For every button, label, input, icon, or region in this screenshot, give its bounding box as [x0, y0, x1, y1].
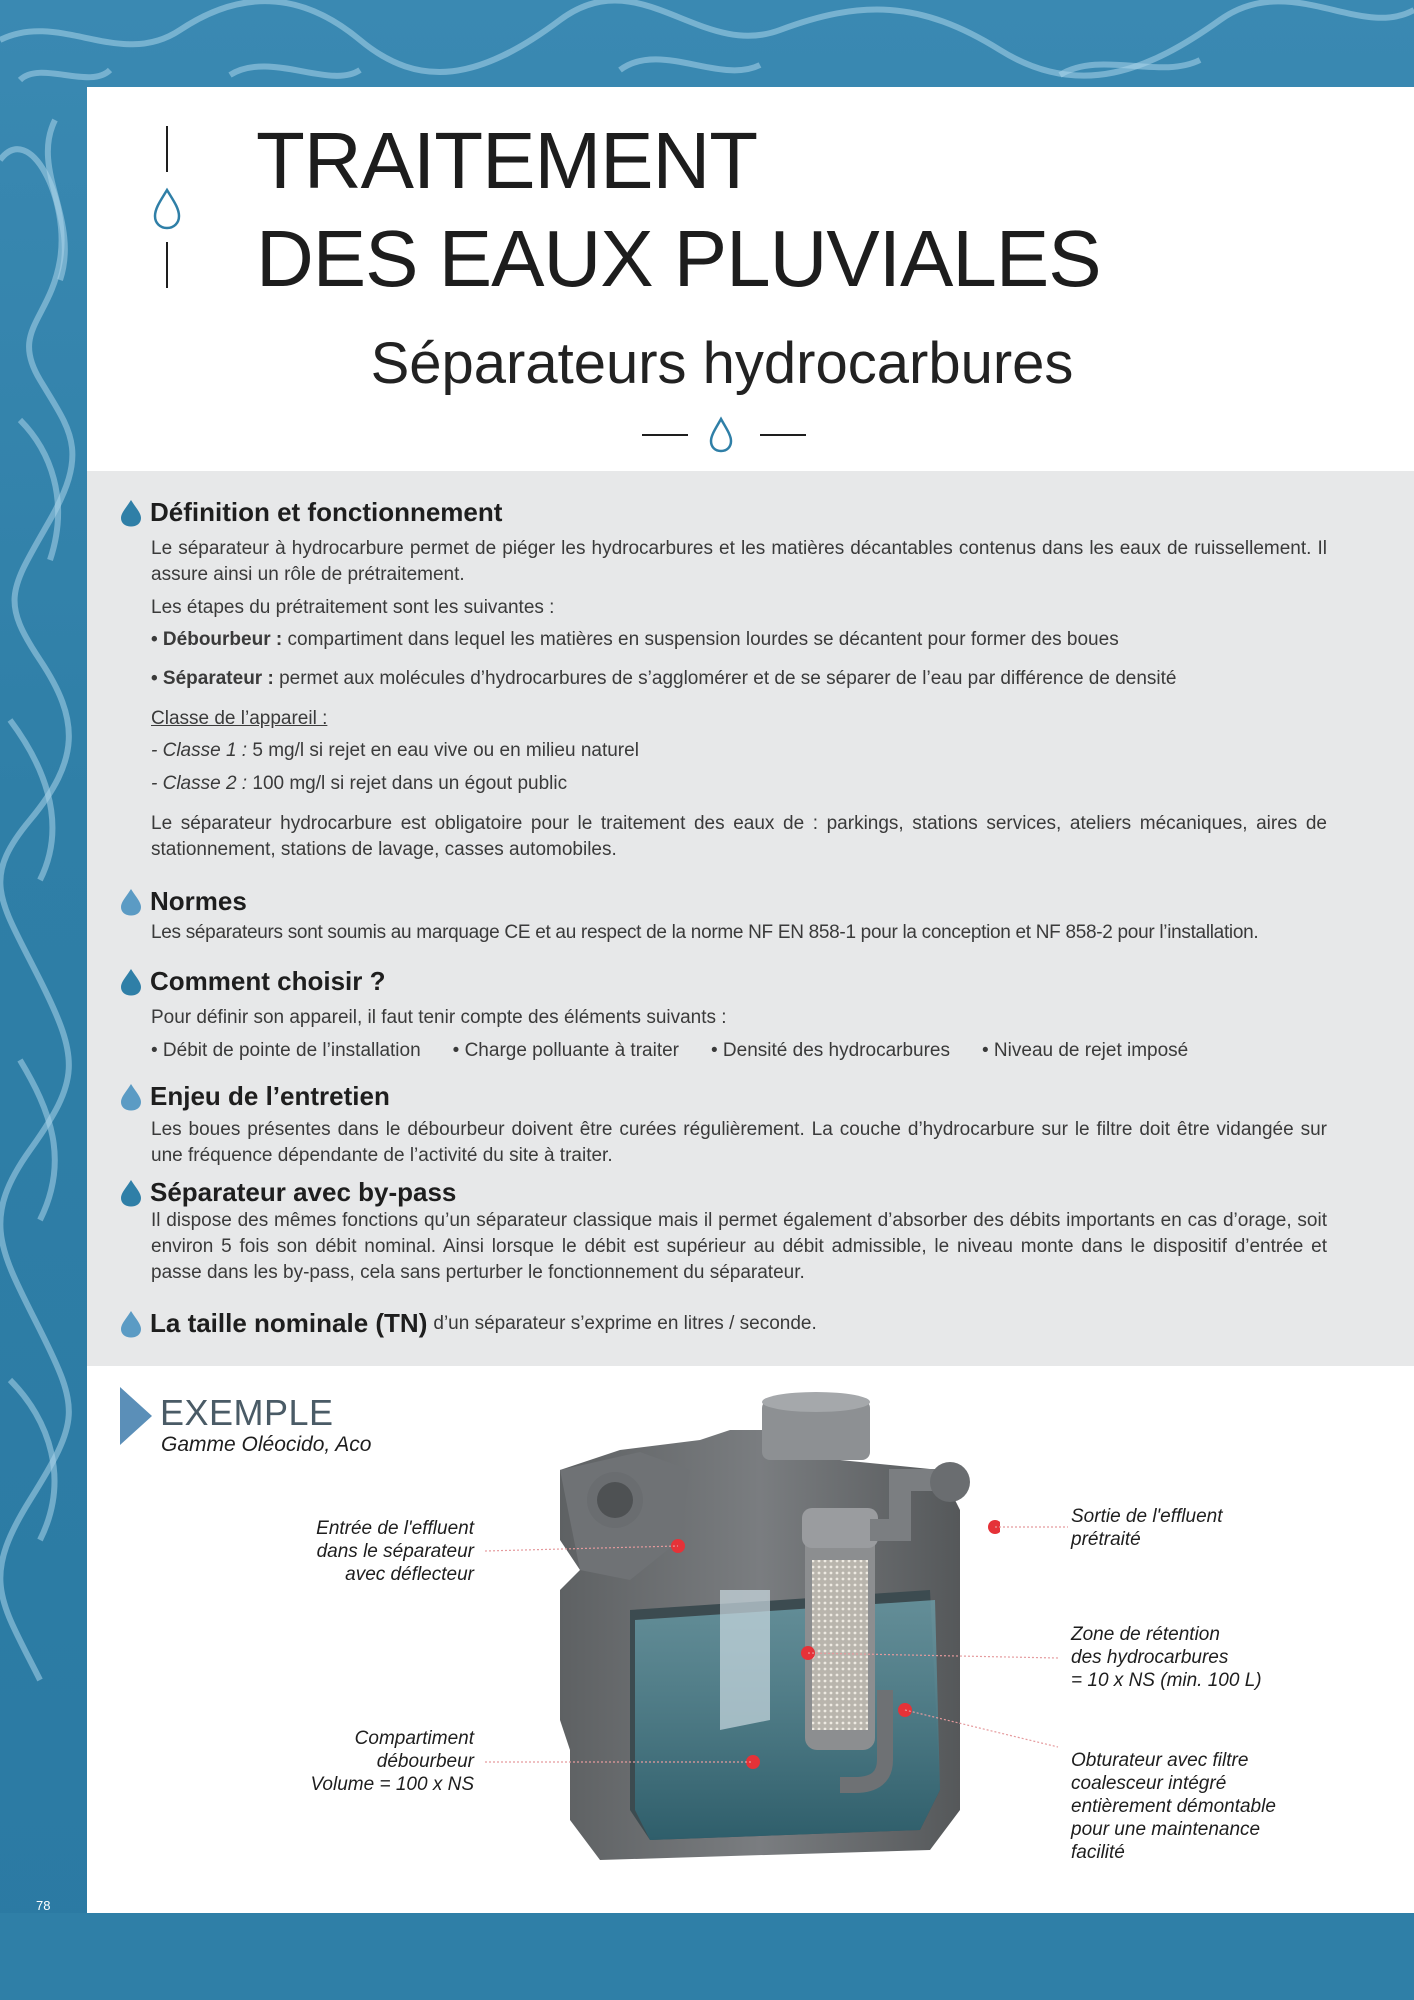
page-number: 78 — [36, 1898, 51, 1913]
class-1: - Classe 1 : 5 mg/l si rejet en eau vive ou en milieu naturel — [151, 740, 639, 761]
definition-intro: Le séparateur à hydrocarbure permet de piéger les hydrocarbures et les matières décantables contenus dans les eaux de ruissellement. Il assure ainsi un rôle de prétraitement. — [151, 538, 1327, 585]
section-heading-entretien: Enjeu de l’entretien — [120, 1081, 390, 1112]
bypass-text: Il dispose des mêmes fonctions qu’un séparateur classique mais il permet également d’absorber des débits importants en cas d’orage, soit environ 5 fois son débit nominal. Ainsi lorsque le débit est supérieur au débit admissible, le niveau monte dans le dispositif d’entrée et passe dans les by-pass, cela sans perturber le fonctionnement du séparateur. — [151, 1210, 1327, 1283]
step-debourbeur: • Débourbeur : compartiment dans lequel les matières en suspension lourdes se décantent pour former des boues — [151, 629, 1119, 650]
choisir-intro: Pour définir son appareil, il faut tenir compte des éléments suivants : — [151, 1007, 727, 1028]
callout-sortie: Sortie de l'effluent prétraité — [1071, 1506, 1223, 1550]
classes-heading: Classe de l’appareil : — [151, 708, 328, 729]
taille-heading: La taille nominale (TN) — [150, 1308, 428, 1338]
section-heading-normes: Normes — [120, 886, 247, 917]
section-heading-choisir: Comment choisir ? — [120, 966, 385, 997]
taille-text: d’un séparateur s’exprime en litres / seconde. — [433, 1312, 817, 1334]
normes-text: Les séparateurs sont soumis au marquage CE et au respect de la norme NF EN 858-1 pour la conception et NF 858-2 pour l’installation. — [151, 922, 1259, 943]
callout-zone: Zone de rétention des hydrocarbures = 10 x NS (min. 100 L) — [1071, 1624, 1262, 1691]
page-subtitle: Séparateurs hydrocarbures — [370, 331, 1074, 396]
section-heading-bypass: Séparateur avec by-pass — [120, 1177, 456, 1208]
callout-entree: Entrée de l'effluent dans le séparateur avec déflecteur — [316, 1518, 474, 1585]
criteria-item: • Débit de pointe de l’installation — [151, 1040, 421, 1061]
example-title: EXEMPLE — [160, 1392, 334, 1433]
title-line-2: DES EAUX PLUVIALES — [256, 214, 1101, 303]
obligation-text: Le séparateur hydrocarbure est obligatoire pour le traitement des eaux de : parkings, stations services, ateliers mécaniques, aires de stationnement, stations de lavage, casses automobiles. — [151, 813, 1327, 860]
class-2: - Classe 2 : 100 mg/l si rejet dans un égout public — [151, 773, 568, 794]
criteria-item: • Charge polluante à traiter — [452, 1040, 679, 1061]
example-subtitle: Gamme Oléocido, Aco — [161, 1433, 372, 1456]
entretien-text: Les boues présentes dans le débourbeur doivent être curées régulièrement. La couche d’hydrocarbure sur le filtre doit être vidangée sur une fréquence dépendante de l’activité du site à traiter. — [151, 1119, 1327, 1166]
step-separateur: • Séparateur : permet aux molécules d’hydrocarbures de s’agglomérer et de se séparer de l’eau par différence de densité — [151, 668, 1177, 689]
callout-compartiment: Compartiment débourbeur Volume = 100 x NS — [310, 1728, 474, 1795]
title-line-1: TRAITEMENT — [256, 116, 758, 205]
section-heading-definition: Définition et fonctionnement — [120, 497, 502, 528]
steps-intro: Les étapes du prétraitement sont les suivantes : — [151, 597, 555, 618]
criteria-item: • Densité des hydrocarbures — [711, 1040, 950, 1061]
criteria-item: • Niveau de rejet imposé — [982, 1040, 1189, 1061]
callout-obturateur: Obturateur avec filtre coalesceur intégré entièrement démontable pour une maintenance facilité — [1071, 1750, 1276, 1863]
